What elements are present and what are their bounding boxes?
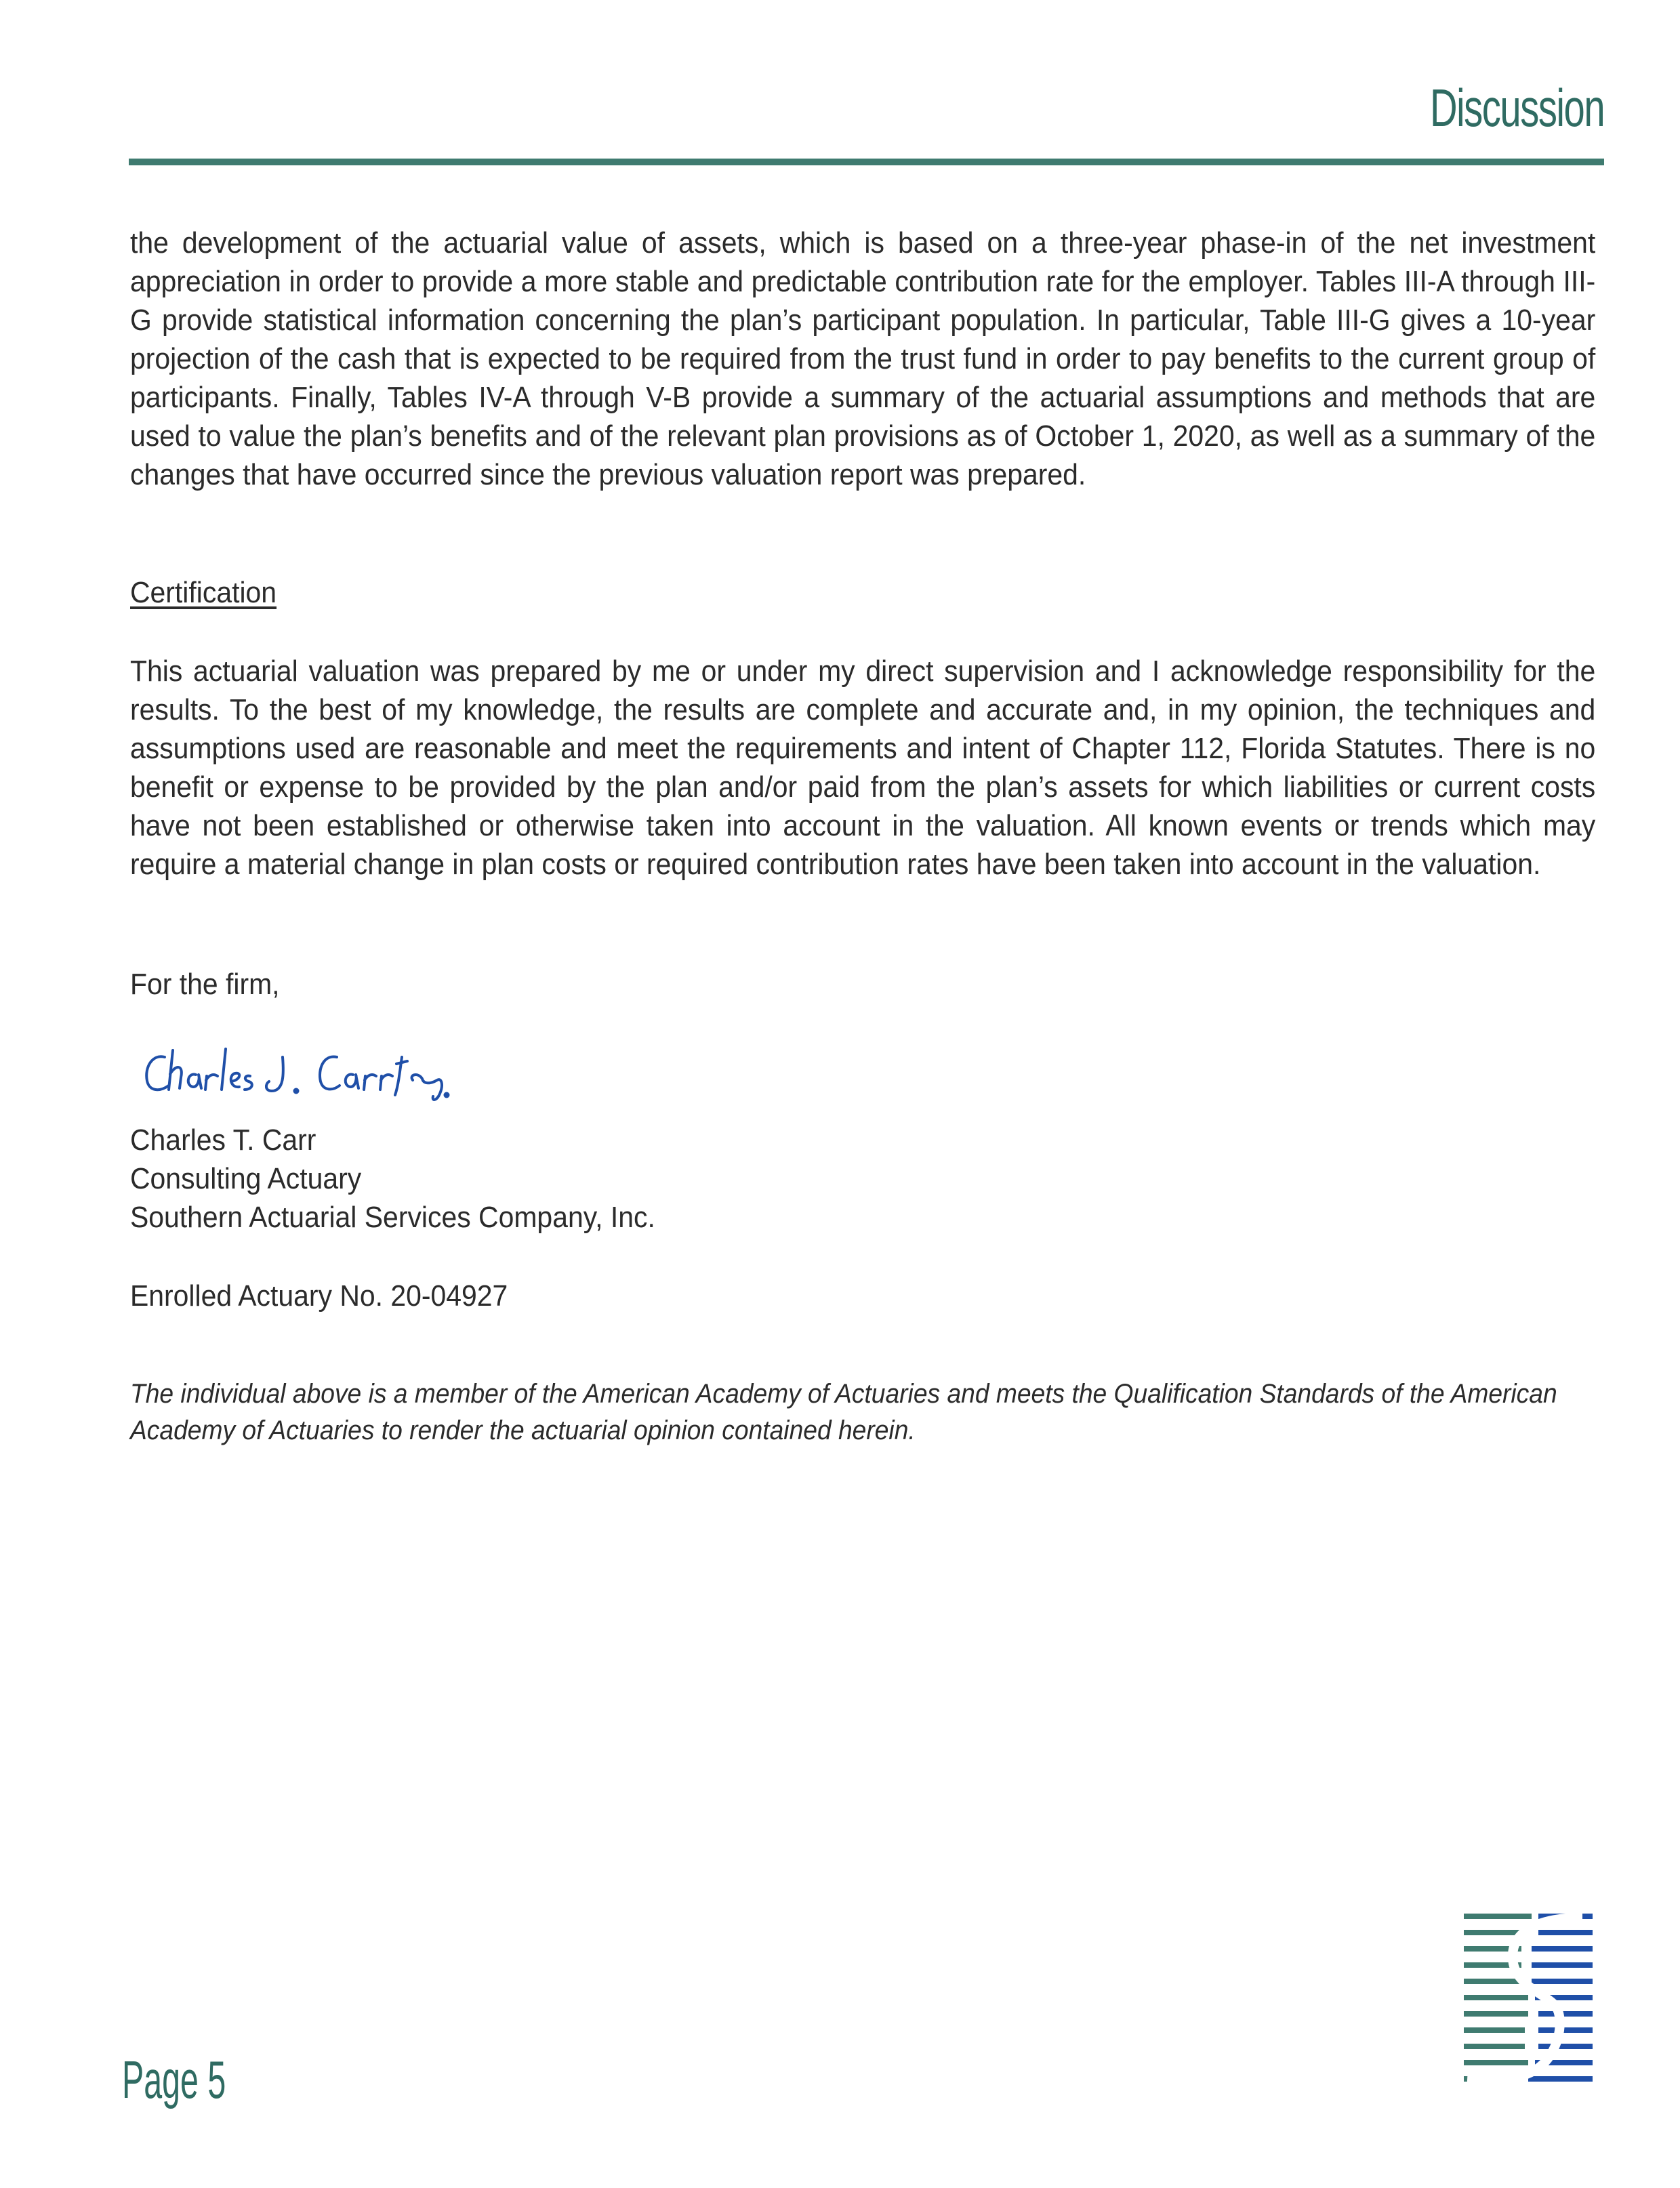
- page-section-title: Discussion: [1429, 78, 1604, 138]
- signer-title: Consulting Actuary: [130, 1162, 362, 1195]
- certification-heading: Certification: [130, 576, 277, 609]
- page-number: Page 5: [122, 2050, 226, 2109]
- striped-s-logo-icon: [1464, 1911, 1593, 2094]
- handwritten-signature: [139, 1037, 491, 1111]
- certification-paragraph: This actuarial valuation was prepared by me or under my direct supervision and I acknowledge responsibility for the results. To the best of my knowledge, the results are complete and accurate and, in my opinion, the techniques and assumptions used are reasonable and meet the requirements and intent of Chapter 112, Florida Statutes. There is no benefit or expense to be provided by the plan and/or paid from the plan’s assets for which liabilities or current costs have not been established or otherwise taken into account in the valuation. All known events or trends which may require a material change in plan costs or required contribution rates have been taken into account in the valuation.: [130, 655, 1596, 881]
- signature-closing: For the firm,: [130, 968, 280, 1001]
- signer-name: Charles T. Carr: [130, 1123, 316, 1157]
- header-divider: [129, 159, 1604, 165]
- intro-paragraph: the development of the actuarial value of assets, which is based on a three-year phase-in of the net investment appreciation in order to provide a more stable and predictable contribution rate for the employer. Tables III-A through III-G provide statistical information concerning the plan’s participant population. In particular, Table III-G gives a 10-year projection of the cash that is expected to be required from the trust fund in order to pay benefits to the current group of participants. Finally, Tables IV-A through V-B provide a summary of the actuarial assumptions and methods that are used to value the plan’s benefits and of the relevant plan provisions as of October 1, 2020, as well as a summary of the changes that have occurred since the previous valuation report was prepared.: [130, 226, 1596, 491]
- qualification-disclaimer: The individual above is a member of the American Academy of Actuaries and meets the Qualification Standards of the American Academy of Actuaries to render the actuarial opinion contained herein.: [130, 1379, 1557, 1445]
- enrolled-actuary-number: Enrolled Actuary No. 20-04927: [130, 1279, 508, 1313]
- signer-company: Southern Actuarial Services Company, Inc.: [130, 1201, 655, 1234]
